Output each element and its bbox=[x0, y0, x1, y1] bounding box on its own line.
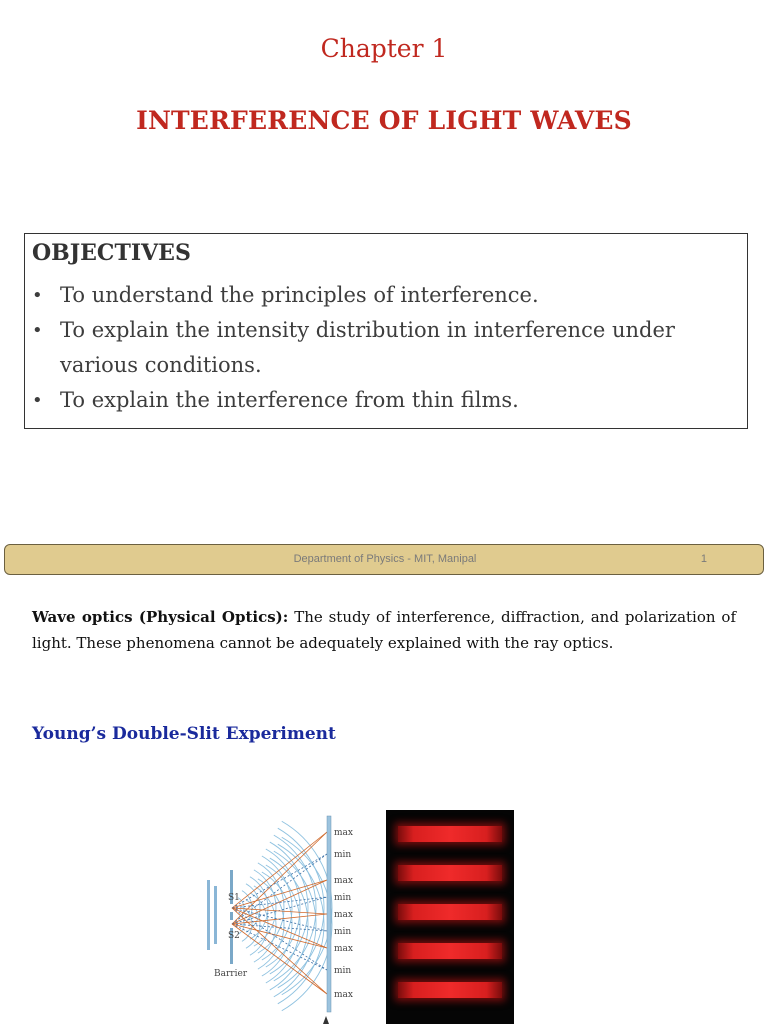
fringe-label-max: max bbox=[334, 876, 353, 886]
chapter-title: INTERFERENCE OF LIGHT WAVES bbox=[136, 106, 632, 135]
slit-label-s2: S2 bbox=[228, 931, 240, 941]
wavefront-arc bbox=[278, 844, 324, 1004]
definition-body: The study of interference, diffraction, and polarization of light. These phenomena cannot be adequately explained with the ray optics. bbox=[32, 608, 736, 652]
slide-footer bbox=[4, 544, 764, 575]
chapter-label: Chapter 1 bbox=[320, 34, 448, 63]
objective-item: • To explain the intensity distribution in interference under various conditions. bbox=[32, 313, 739, 383]
maximum-ray bbox=[232, 914, 327, 924]
fringe-label-max: max bbox=[334, 990, 353, 1000]
objectives-list bbox=[32, 278, 739, 418]
source-barrier bbox=[207, 880, 210, 950]
fringe-label-max: max bbox=[334, 944, 353, 954]
objectives-heading: OBJECTIVES bbox=[32, 240, 191, 266]
screen-pointer bbox=[323, 1016, 329, 1024]
maximum-ray bbox=[232, 908, 327, 994]
footer-page-number: 1 bbox=[700, 553, 707, 565]
wavefront-arc bbox=[282, 821, 332, 994]
section-title: Young’s Double-Slit Experiment bbox=[32, 724, 336, 744]
objectives-box bbox=[24, 233, 748, 429]
wavefront-arc bbox=[246, 900, 260, 949]
fringe-label-max: max bbox=[334, 828, 353, 838]
definition-term: Wave optics (Physical Optics): bbox=[32, 608, 289, 626]
bright-fringe bbox=[398, 826, 502, 842]
maximum-ray bbox=[232, 832, 327, 908]
fringe-pattern-photo bbox=[386, 810, 514, 1024]
viewing-screen bbox=[327, 816, 331, 1012]
objective-item: • To understand the principles of interference. bbox=[32, 278, 739, 313]
footer-department: Department of Physics - MIT, Manipal bbox=[293, 553, 477, 565]
fringe-label-min: min bbox=[334, 927, 352, 937]
wave-optics-definition bbox=[32, 604, 736, 656]
slit-label-s1: S1 bbox=[228, 893, 240, 903]
bright-fringe bbox=[398, 904, 502, 920]
double-slit-diagram bbox=[200, 776, 370, 1024]
fringe-label-min: min bbox=[334, 966, 352, 976]
fringe-label-max: max bbox=[334, 910, 353, 920]
wavefronts bbox=[238, 821, 332, 1010]
bright-fringe bbox=[398, 865, 502, 881]
bright-fringe bbox=[398, 982, 502, 998]
fringe-label-min: min bbox=[334, 850, 352, 860]
fringe-label-min: min bbox=[334, 893, 352, 903]
fringe-labels bbox=[334, 828, 353, 1000]
slit-barrier-mid bbox=[230, 912, 233, 920]
barrier-label: Barrier bbox=[214, 969, 248, 979]
objective-item: • To explain the interference from thin films. bbox=[32, 383, 739, 418]
bright-fringe bbox=[398, 943, 502, 959]
wavefront-arc bbox=[282, 837, 332, 1010]
source-barrier-inner bbox=[214, 886, 217, 944]
